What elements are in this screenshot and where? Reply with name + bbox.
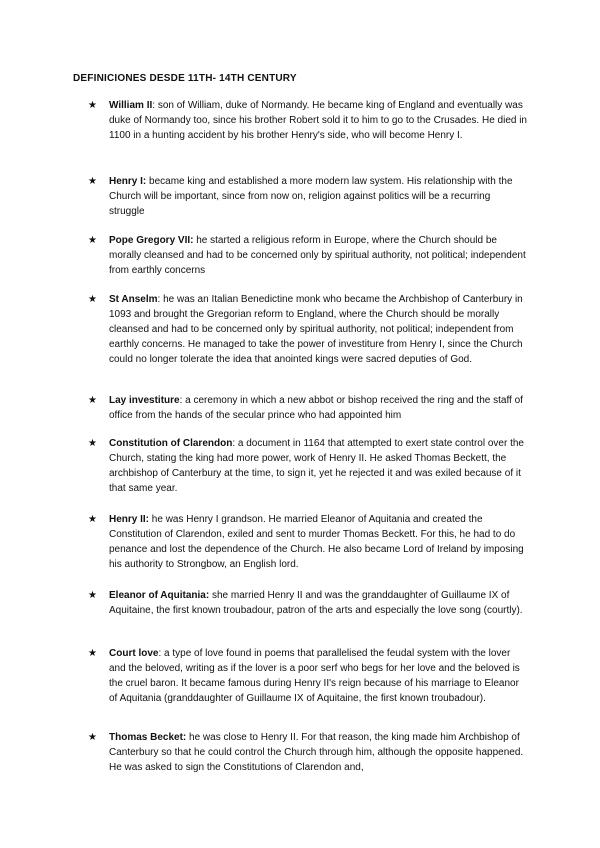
star-bullet-icon: ★ — [88, 514, 97, 525]
star-bullet-icon: ★ — [88, 100, 97, 111]
definition-entry-thomas-becket — [88, 730, 528, 775]
entry-definition: he was Henry I grandson. He married Eleanor of Aquitania and created the Constitution of Clarendon, exiled and sent to murder Thomas Beckett. For this, he had to do penance and lost the dependence of the Church. He also became Lord of Ireland by imposing his authority to Strongbow, an English lord. — [109, 514, 524, 570]
definition-entry-eleanor-of-aquitania — [88, 588, 528, 618]
star-bullet-icon: ★ — [88, 294, 97, 305]
entry-term: Lay investiture — [109, 395, 180, 406]
star-bullet-icon: ★ — [88, 648, 97, 659]
definition-entry-pope-gregory-vii — [88, 233, 528, 278]
entry-definition: : he was an Italian Benedictine monk who became the Archbishop of Canterbury in 1093 and brought the Gregorian reform to England, where the Church should be morally cleansed and had to be concerned only by spiritual authority, not political; independent from earthly concerns. He managed to take the power of investiture from Henry I, since the Church could no longer tolerate the idea that anointed kings were sacred deputies of God. — [109, 294, 523, 365]
entry-term: Pope Gregory VII: — [109, 235, 194, 246]
definition-entry-william-ii — [88, 98, 528, 143]
entry-term: Constitution of Clarendon — [109, 438, 233, 449]
definition-entry-henry-ii — [88, 512, 528, 572]
entry-term: William II — [109, 100, 153, 111]
entry-definition: : a document in 1164 that attempted to exert state control over the Church, stating the king had more power, work of Henry II. He asked Thomas Beckett, the archbishop of Canterbury at the time, to sign it, yet he rejected it and was exiled because of it that same year. — [109, 438, 524, 494]
star-bullet-icon: ★ — [88, 235, 97, 246]
definition-entry-st-anselm — [88, 292, 528, 367]
definition-entry-henry-i — [88, 174, 528, 219]
entry-definition: : a type of love found in poems that parallelised the feudal system with the lover and the beloved, writing as if the lover is a poor serf who begs for her love and the beloved is the cruel baron. It became famous during Henry II's reign because of his marriage to Eleanor of Aquitania (granddaughter of Guillaume IX of Aquitaine, the first known troubadour). — [109, 648, 520, 704]
entry-definition: he was close to Henry II. For that reason, the king made him Archbishop of Canterbury so that he could control the Church through him, although the opposite happened. He was asked to sign the Constitutions of Clarendon and, — [109, 732, 524, 773]
entry-term: Thomas Becket: — [109, 732, 187, 743]
entry-definition: he started a religious reform in Europe, where the Church should be morally cleansed and had to be concerned only by spiritual authority, not political; independent from earthly concerns — [109, 235, 526, 276]
star-bullet-icon: ★ — [88, 732, 97, 743]
entry-definition: : a ceremony in which a new abbot or bishop received the ring and the staff of office from the hands of the secular prince who had appointed him — [109, 395, 523, 421]
star-bullet-icon: ★ — [88, 176, 97, 187]
document-title: DEFINICIONES DESDE 11TH- 14TH CENTURY — [73, 73, 297, 84]
definition-entry-constitution-of-clarendon — [88, 436, 528, 496]
entry-term: St Anselm — [109, 294, 158, 305]
star-bullet-icon: ★ — [88, 395, 97, 406]
entry-term: Eleanor of Aquitania: — [109, 590, 210, 601]
entry-term: Henry I: — [109, 176, 147, 187]
entry-term: Court love — [109, 648, 159, 659]
star-bullet-icon: ★ — [88, 438, 97, 449]
entry-definition: she married Henry II and was the granddaughter of Guillaume IX of Aquitaine, the first known troubadour, patron of the arts and especially the love song (courtly). — [109, 590, 523, 616]
entry-term: Henry II: — [109, 514, 150, 525]
definition-entry-lay-investiture — [88, 393, 528, 423]
entry-definition: : son of William, duke of Normandy. He became king of England and eventually was duke of Normandy too, since his brother Robert sold it to him to go to the Crusades. He died in 1100 in a hunting accident by his brother Henry's side, who will become Henry I. — [109, 100, 527, 141]
star-bullet-icon: ★ — [88, 590, 97, 601]
definition-entry-court-love — [88, 646, 528, 706]
entry-definition: became king and established a more modern law system. His relationship with the Church will be important, since from now on, religion against politics will be a recurring struggle — [109, 176, 513, 217]
